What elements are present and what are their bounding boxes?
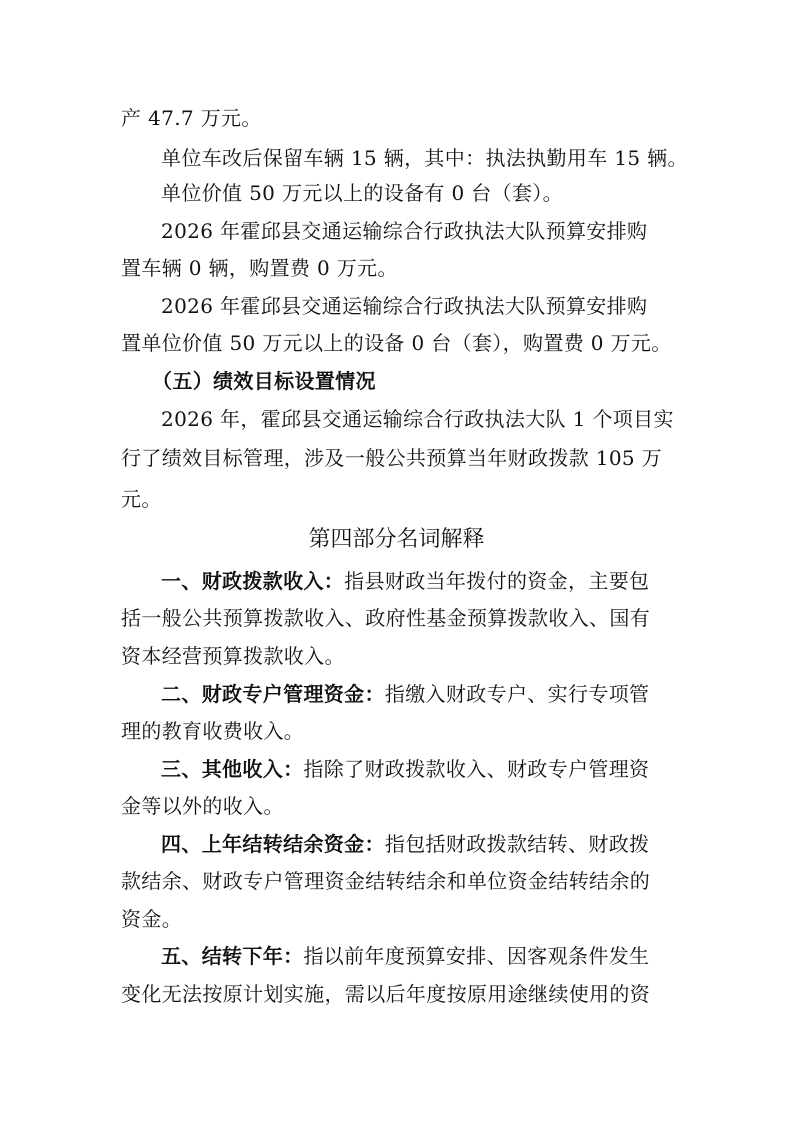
paragraph-line: 置车辆 0 辆，购置费 0 万元。 (121, 256, 398, 280)
definition-line: 金等以外的收入。 (121, 794, 284, 818)
definition-line (161, 569, 681, 593)
definition-line: 理的教育收费收入。 (121, 719, 305, 743)
definition-line: 资金。 (121, 907, 183, 931)
definition-line: 款结余、财政专户管理资金结转结余和单位资金结转结余的 (121, 869, 651, 893)
paragraph-line: 2026 年霍邱县交通运输综合行政执法大队预算安排购 (161, 219, 648, 243)
definition-line: 括一般公共预算拨款收入、政府性基金预算拨款收入、国有 (121, 606, 651, 630)
term-text: 指除了财政拨款收入、财政专户管理资 (303, 757, 650, 781)
subsection-heading: （五）绩效目标设置情况 (152, 369, 376, 393)
paragraph-line: 2026 年霍邱县交通运输综合行政执法大队预算安排购 (161, 294, 648, 318)
term-label: 四、上年结转结余资金： (161, 832, 385, 856)
definition-line (161, 832, 681, 856)
term-text: 指包括财政拨款结转、财政拨 (384, 832, 650, 856)
definition-line (161, 757, 681, 781)
paragraph-line: 2026 年，霍邱县交通运输综合行政执法大队 1 个项目实 (161, 407, 674, 431)
section-title: 第四部分名词解释 (308, 527, 485, 552)
term-label: 三、其他收入： (161, 757, 304, 781)
paragraph-line: 单位价值 50 万元以上的设备有 0 台（套）。 (161, 181, 564, 205)
paragraph-line: 产 47.7 万元。 (121, 106, 262, 130)
term-text: 指县财政当年拨付的资金，主要包 (344, 569, 650, 593)
paragraph-line: 置单位价值 50 万元以上的设备 0 台（套），购置费 0 万元。 (121, 331, 672, 355)
definition-line: 资本经营预算拨款收入。 (121, 644, 345, 668)
paragraph-line: 单位车改后保留车辆 15 辆，其中：执法执勤用车 15 辆。 (161, 146, 688, 170)
term-text: 指缴入财政专户、实行专项管 (384, 682, 650, 706)
paragraph-line: 行了绩效目标管理，涉及一般公共预算当年财政拨款 105 万 (121, 446, 663, 470)
term-label: 一、财政拨款收入： (161, 569, 345, 593)
definition-line (161, 682, 681, 706)
term-label: 五、结转下年： (161, 944, 304, 968)
definition-line (161, 944, 681, 968)
term-label: 二、财政专户管理资金： (161, 682, 385, 706)
paragraph-line: 元。 (121, 487, 162, 511)
term-text: 指以前年度预算安排、因客观条件发生 (303, 944, 650, 968)
definition-line: 变化无法按原计划实施，需以后年度按原用途继续使用的资 (121, 982, 651, 1006)
